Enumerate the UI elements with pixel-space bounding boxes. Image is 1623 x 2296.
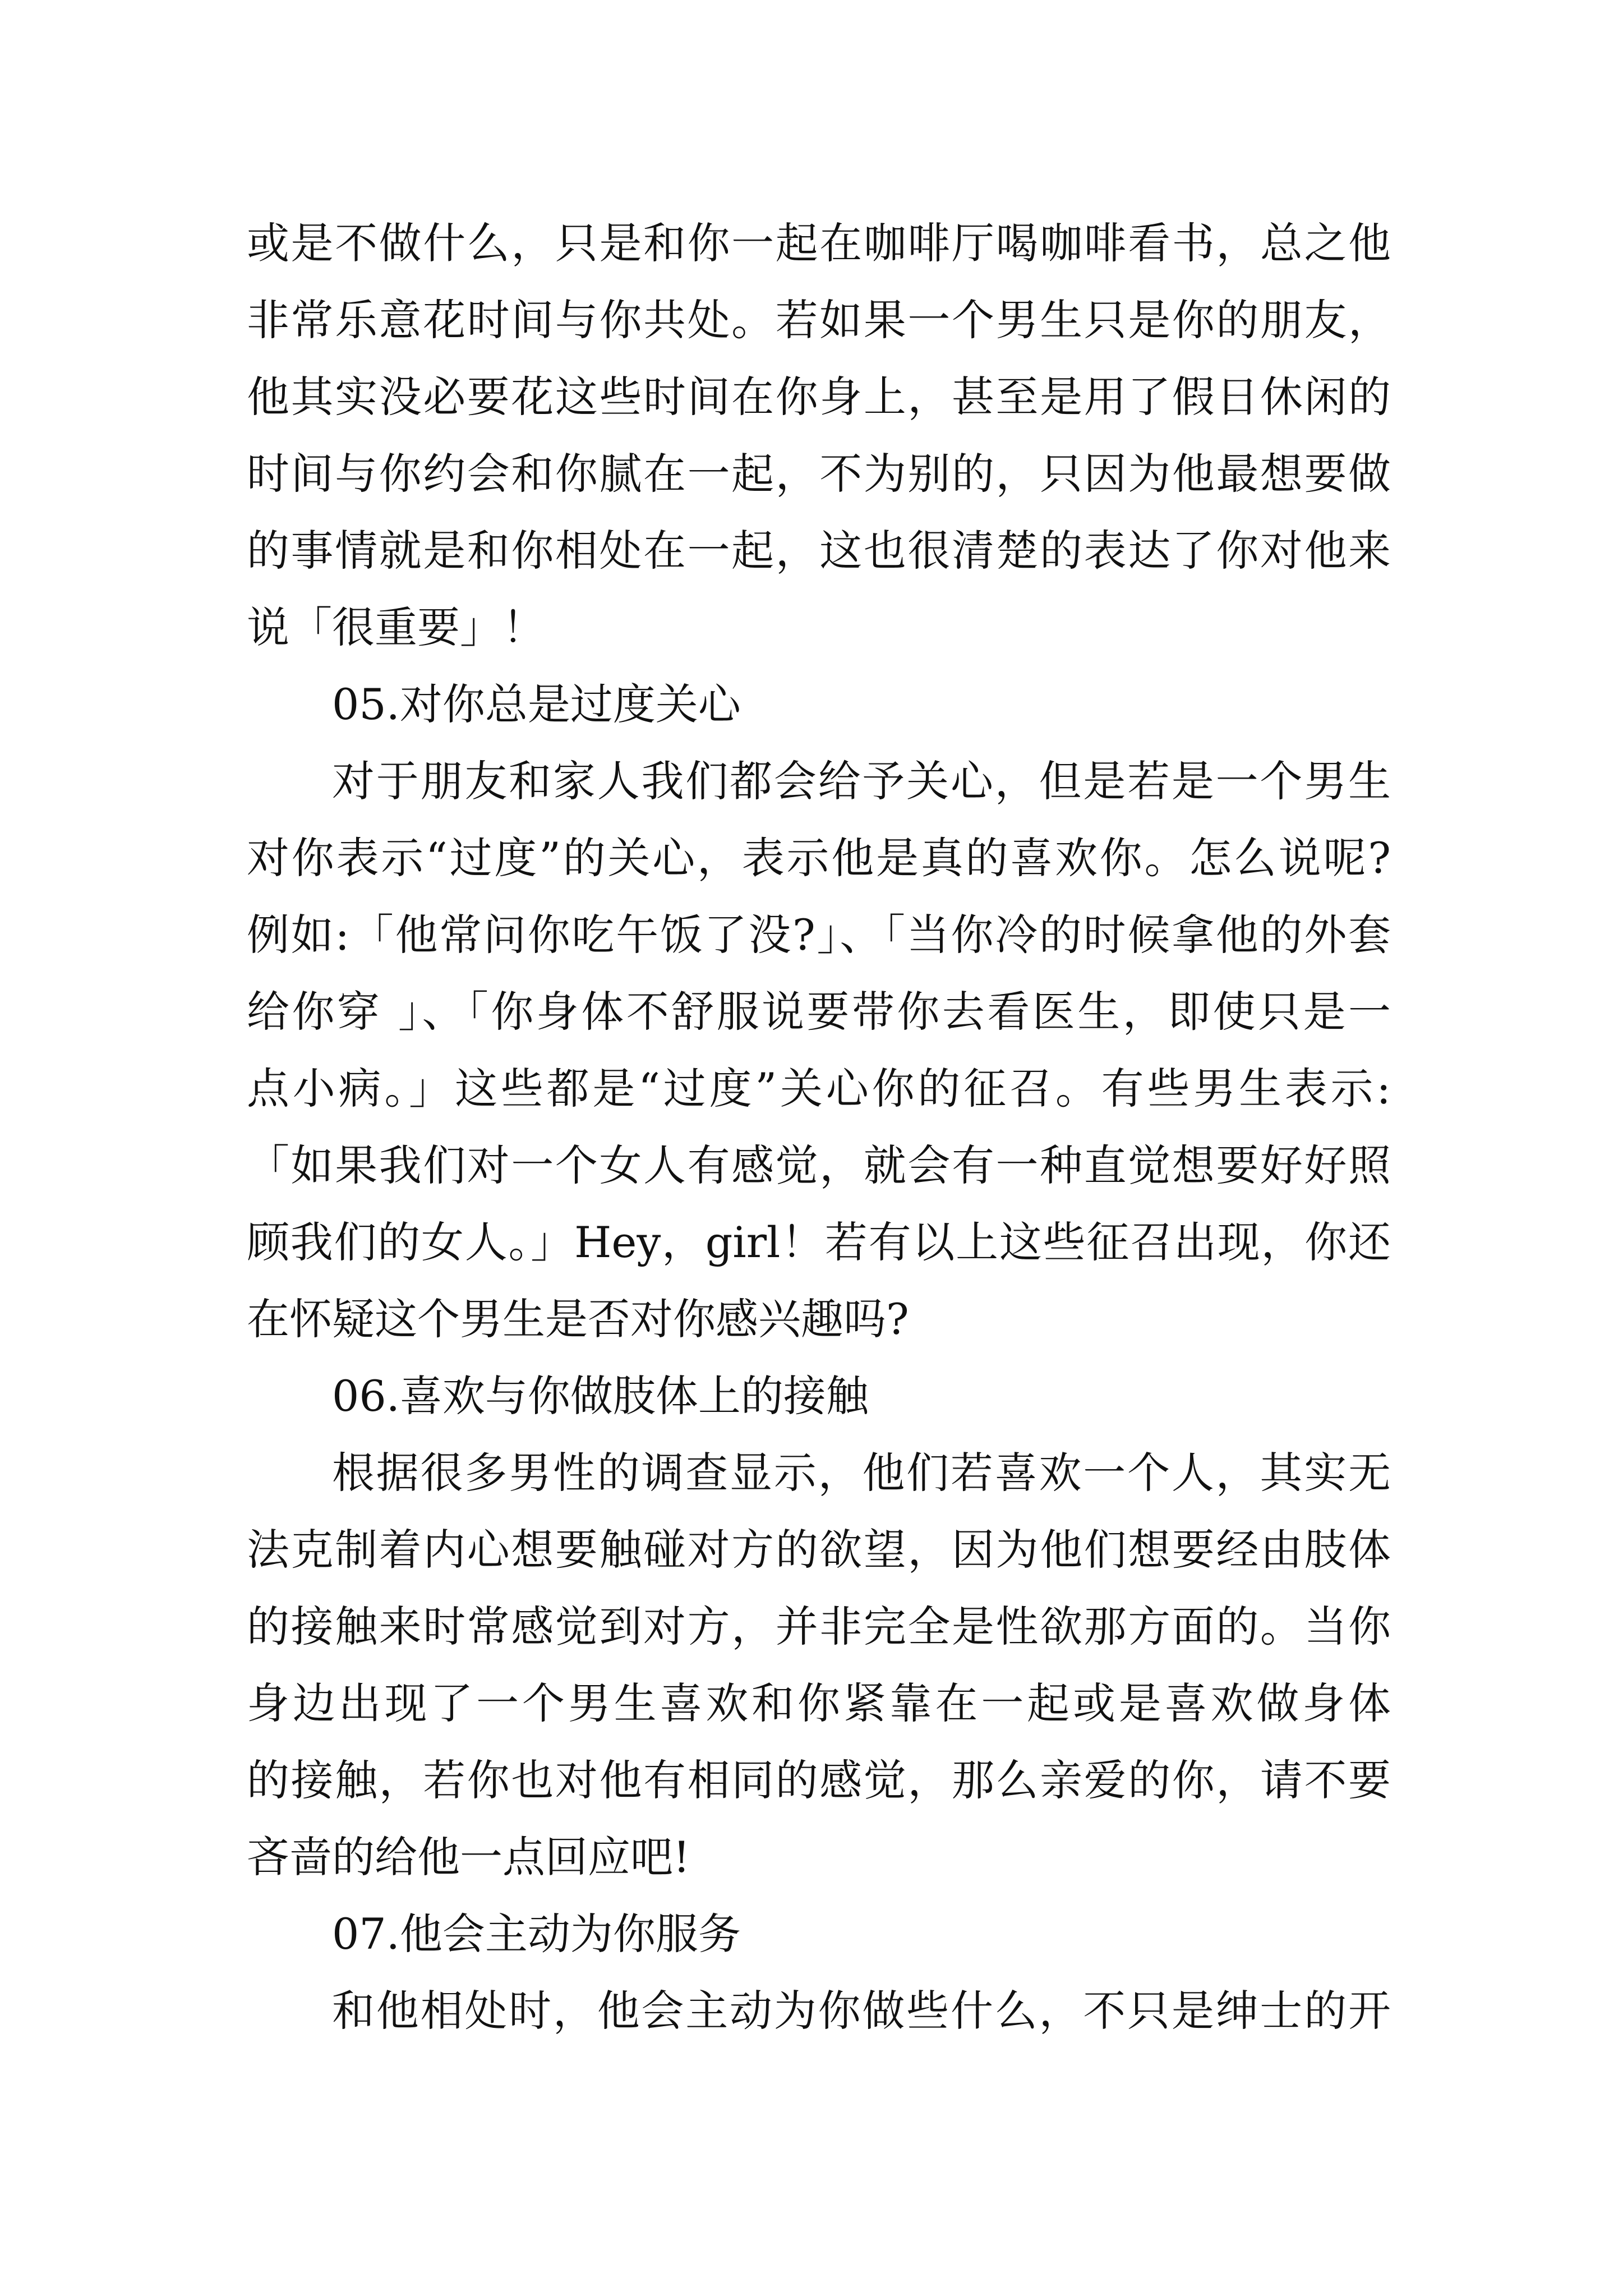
paragraph-first-line: 根据很多男性的调查显示，他们若喜欢一个人，其实无 xyxy=(332,1448,1391,1498)
text-line: 例如:「他常问你吃午饭了没?」、「当你冷的时候拿他的外套 xyxy=(247,910,1391,960)
text-line: 非常乐意花时间与你共处。若如果一个男生只是你的朋友， xyxy=(247,295,1391,345)
section-heading: 05.对你总是过度关心 xyxy=(332,679,741,729)
text-line: 时间与你约会和你腻在一起，不为别的，只因为他最想要做 xyxy=(247,449,1391,499)
document-body xyxy=(247,205,1391,2049)
text-line: 的事情就是和你相处在一起，这也很清楚的表达了你对他来 xyxy=(247,526,1391,576)
paragraph-first-line: 对于朋友和家人我们都会给予关心，但是若是一个男生 xyxy=(332,756,1391,806)
text-line: 「如果我们对一个女人有感觉，就会有一种直觉想要好好照 xyxy=(247,1140,1391,1190)
text-line: 法克制着内心想要触碰对方的欲望，因为他们想要经由肢体 xyxy=(247,1525,1391,1575)
section-heading: 07.他会主动为你服务 xyxy=(332,1909,741,1959)
text-line: 的接触来时常感觉到对方，并非完全是性欲那方面的。当你 xyxy=(247,1602,1391,1651)
text-line: 点小病。」这些都是“过度”关心你的征召。有些男生表示: xyxy=(247,1064,1391,1114)
text-line: 说「很重要」！ xyxy=(247,602,545,652)
text-line: 或是不做什么，只是和你一起在咖啡厅喝咖啡看书，总之他 xyxy=(247,218,1391,268)
section-heading: 06.喜欢与你做肢体上的接触 xyxy=(332,1371,869,1421)
text-line: 对你表示“过度”的关心，表示他是真的喜欢你。怎么说呢? xyxy=(247,833,1391,883)
text-line: 给你穿 」、「你身体不舒服说要带你去看医生，即使只是一 xyxy=(247,987,1391,1037)
text-line: 他其实没必要花这些时间在你身上，甚至是用了假日休闲的 xyxy=(247,372,1391,422)
text-line: 顾我们的女人。」Hey，girl！若有以上这些征召出现，你还 xyxy=(247,1217,1391,1267)
paragraph-first-line: 和他相处时，他会主动为你做些什么，不只是绅士的开 xyxy=(332,1986,1391,2036)
text-line: 的接触，若你也对他有相同的感觉，那么亲爱的你，请不要 xyxy=(247,1755,1391,1805)
text-line: 在怀疑这个男生是否对你感兴趣吗? xyxy=(247,1294,909,1344)
text-line: 吝啬的给他一点回应吧! xyxy=(247,1832,690,1882)
text-line: 身边出现了一个男生喜欢和你紧靠在一起或是喜欢做身体 xyxy=(247,1678,1391,1728)
